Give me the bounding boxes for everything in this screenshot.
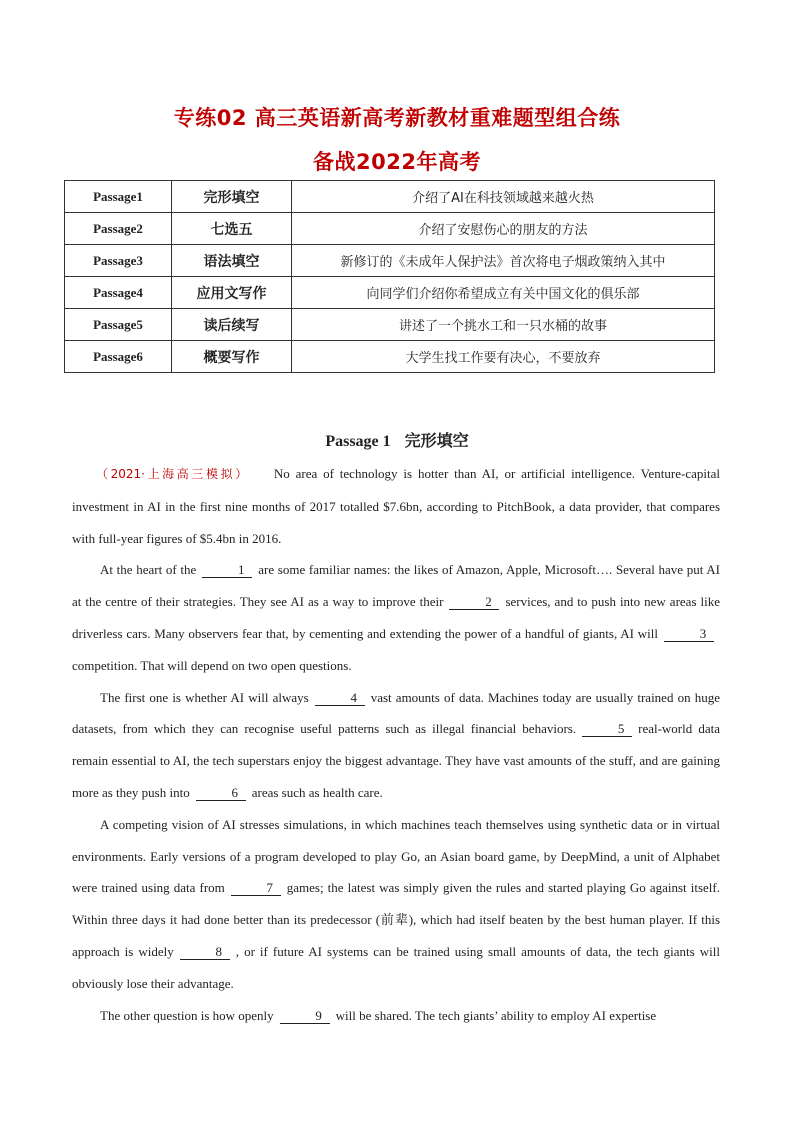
table-row: [65, 341, 715, 373]
paragraph: [72, 554, 720, 681]
paragraph: [72, 682, 720, 809]
blank-3[interactable]: 3: [664, 627, 714, 642]
blank-9[interactable]: 9: [280, 1009, 330, 1024]
passage-cell: Passage4: [65, 277, 172, 309]
table-row: [65, 309, 715, 341]
description-cell: 新修订的《未成年人保护法》首次将电子烟政策纳入其中: [292, 245, 715, 277]
description-cell: 讲述了一个挑水工和一只水桶的故事: [292, 309, 715, 341]
paragraph-text: are some familiar names: the likes of Amazon, Apple, Microsoft…. Several have put AI at the centre of their strategies. They see AI as a way to improve their: [72, 562, 720, 610]
question-type-cell: 七选五: [172, 213, 292, 245]
paragraph-text: games; the latest was simply given the rules and started playing Go against itself. Within three days it had done better than its predecessor (前辈), which had itself beaten by the best human player. If this approach is widely: [72, 880, 720, 959]
document-title: 专练02 高三英语新高考新教材重难题型组合练: [173, 106, 621, 130]
passage-cell: Passage3: [65, 245, 172, 277]
passage-heading-number: Passage 1: [325, 433, 391, 450]
passage-heading-type: 完形填空: [404, 431, 469, 450]
table-row: [65, 277, 715, 309]
paragraph-text: vast amounts of data. Machines today are usually trained on huge datasets, from which they can recognise useful patterns such as illegal financial behaviors.: [72, 689, 720, 737]
paragraph: [72, 809, 720, 1000]
paragraph-text: will be shared. The tech giants’ ability to employ AI expertise: [335, 1007, 657, 1023]
description-cell: 介绍了安慰伤心的朋友的方法: [292, 213, 715, 245]
passage-summary-table: [64, 180, 715, 373]
blank-1[interactable]: 1: [202, 563, 252, 578]
passage-cell: Passage1: [65, 181, 172, 213]
blank-2[interactable]: 2: [449, 595, 499, 610]
question-type-cell: 语法填空: [172, 245, 292, 277]
question-type-cell: 应用文写作: [172, 277, 292, 309]
question-type-cell: 读后续写: [172, 309, 292, 341]
blank-6[interactable]: 6: [196, 786, 246, 801]
paragraph-text: A competing vision of AI stresses simulations, in which machines teach themselves using synthetic data or in virtual environments. Early versions of a program developed to play Go, an Asian board game, by DeepMind, a unit of Alphabet were trained using data from: [72, 816, 720, 896]
passage-cell: Passage6: [65, 341, 172, 373]
paragraph-text: competition. That will depend on two open questions.: [72, 657, 352, 673]
passage-body: [72, 458, 720, 1031]
paragraph: [72, 458, 720, 554]
document-subtitle: 备战2022年高考: [313, 150, 481, 174]
blank-8[interactable]: 8: [180, 945, 230, 960]
description-cell: 大学生找工作要有决心，不要放弃: [292, 341, 715, 373]
blank-7[interactable]: 7: [231, 881, 281, 896]
passage-heading: [0, 428, 794, 451]
source-label: （2021·上海高三模拟）: [96, 467, 250, 481]
table-row: [65, 213, 715, 245]
paragraph: [72, 1000, 720, 1032]
blank-5[interactable]: 5: [582, 722, 632, 737]
question-type-cell: 概要写作: [172, 341, 292, 373]
table-row: [65, 181, 715, 213]
paragraph-text: services, and to push into new areas like driverless cars. Many observers fear that, by cementing and extending the power of a handful of giants, AI will: [72, 594, 720, 641]
paragraph-text: real-world data remain essential to AI, the tech superstars enjoy the biggest advantage. They have vast amounts of the stuff, and are gaining more as they push into: [72, 721, 720, 800]
paragraph-text: No area of technology is hotter than AI, or artificial intelligence. Venture-capital investment in AI in the first nine months of 2017 totalled $7.6bn, according to PitchBook, a data provider, that compares with full-year figures of $5.4bn in 2016.: [72, 466, 720, 546]
paragraph-text: areas such as health care.: [251, 784, 383, 800]
passage-cell: Passage2: [65, 213, 172, 245]
paragraph-text: The first one is whether AI will always: [100, 689, 309, 705]
passage-cell: Passage5: [65, 309, 172, 341]
paragraph-text: The other question is how openly: [100, 1007, 274, 1023]
description-cell: 向同学们介绍你希望成立有关中国文化的俱乐部: [292, 277, 715, 309]
description-cell: 介绍了AI在科技领域越来越火热: [292, 181, 715, 213]
paragraph-text: At the heart of the: [100, 562, 197, 578]
question-type-cell: 完形填空: [172, 181, 292, 213]
table-row: [65, 245, 715, 277]
blank-4[interactable]: 4: [315, 691, 365, 706]
paragraph-text: , or if future AI systems can be trained using small amounts of data, the tech giants will obviously lose their advantage.: [72, 943, 720, 991]
